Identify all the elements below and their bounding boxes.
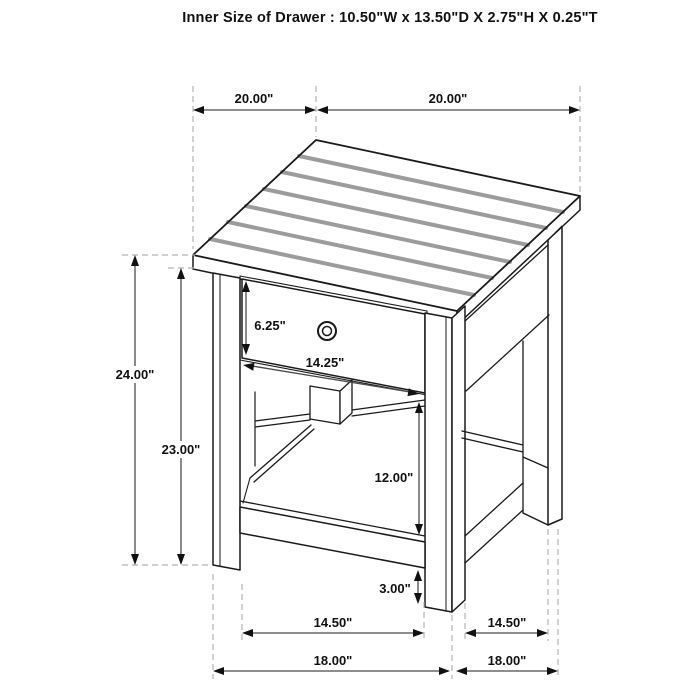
dim-base-depth-label: 18.00" bbox=[487, 653, 527, 668]
dim-shelf-to-floor-label: 3.00" bbox=[379, 581, 411, 596]
end-table-drawing bbox=[193, 140, 580, 612]
center-support-block bbox=[310, 380, 352, 424]
dim-top-depth-label: 20.00" bbox=[428, 91, 468, 106]
front-right-leg bbox=[425, 306, 465, 612]
dim-under-top-height-label: 23.00" bbox=[161, 442, 201, 457]
dim-overall-height-label: 24.00" bbox=[115, 367, 155, 382]
dim-top-width-label: 20.00" bbox=[234, 91, 274, 106]
lower-shelf bbox=[240, 425, 425, 568]
diagram-title: Inner Size of Drawer : 10.50"W x 13.50"D X 2.75"H X 0.25"T bbox=[182, 10, 598, 26]
dim-side-leg-gap-label: 14.50" bbox=[487, 615, 527, 630]
dim-drawer-width-label: 14.25" bbox=[305, 355, 345, 370]
shelf-front-rail bbox=[240, 507, 425, 568]
dim-drawer-height-label: 6.25" bbox=[254, 318, 286, 333]
dim-drawer-to-shelf-label: 12.00" bbox=[374, 470, 414, 485]
dim-base-width-label: 18.00" bbox=[313, 653, 353, 668]
front-left-leg bbox=[213, 273, 240, 570]
rear-right-leg bbox=[523, 226, 562, 525]
dim-front-leg-gap-label: 14.50" bbox=[313, 615, 353, 630]
